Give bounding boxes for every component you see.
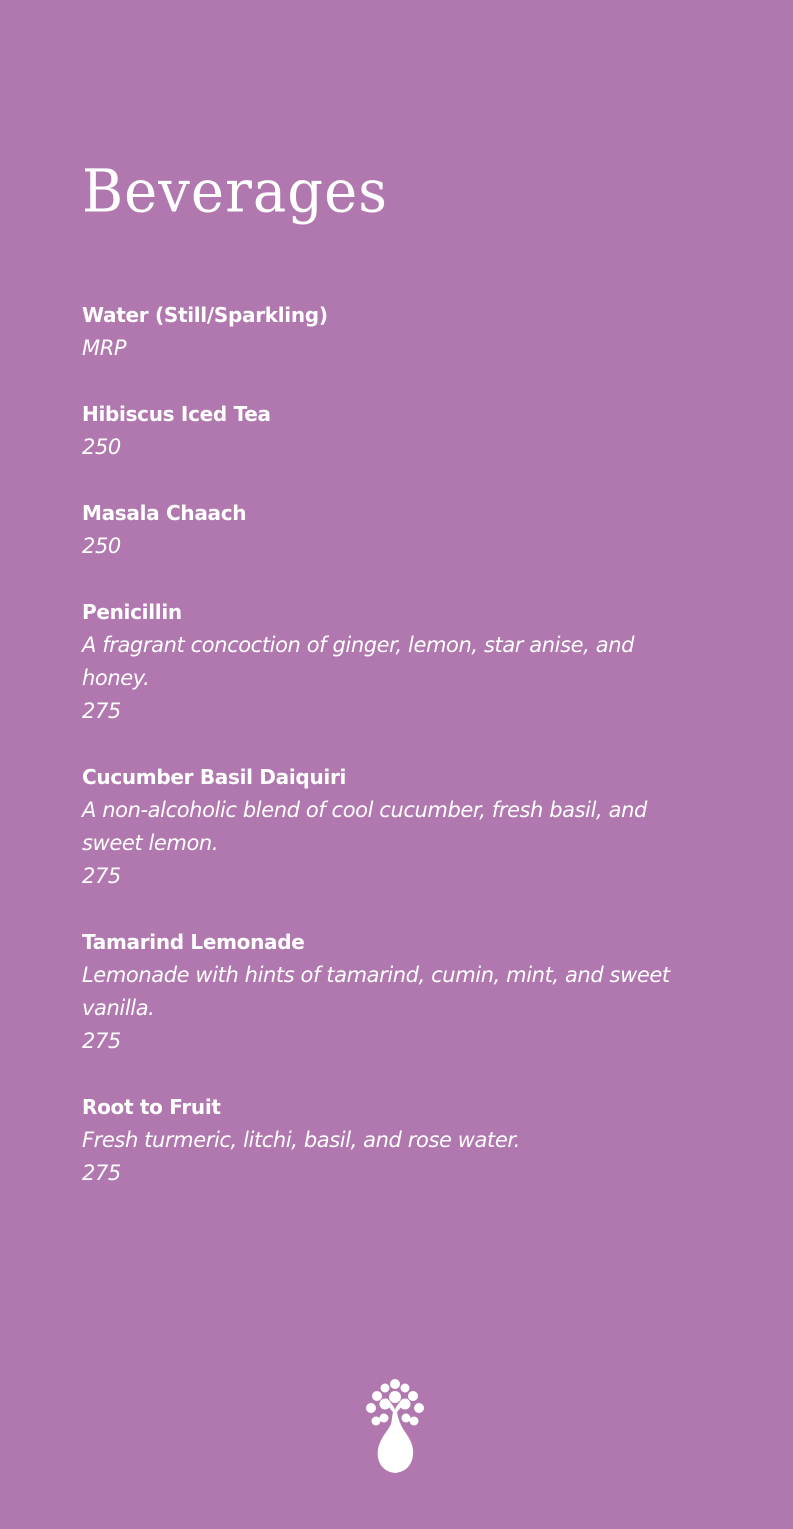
item-description: A non-alcoholic blend of cool cucumber, fresh basil, and sweet lemon. (82, 798, 647, 855)
item-description: Lemonade with hints of tamarind, cumin, mint, and sweet vanilla. (82, 963, 670, 1020)
item-price: 275 (82, 1161, 121, 1185)
item-name: Penicillin (82, 600, 182, 624)
item-name: Cucumber Basil Daiquiri (82, 765, 347, 789)
page-title: Beverages (82, 157, 388, 227)
menu-item (82, 1091, 702, 1190)
item-price: 275 (82, 864, 121, 888)
item-name: Tamarind Lemonade (82, 930, 305, 954)
menu-item (82, 926, 702, 1058)
item-name: Water (Still/Sparkling) (82, 303, 328, 327)
menu-item (82, 761, 702, 893)
menu-item (82, 398, 702, 464)
menu-item (82, 497, 702, 563)
tree-icon (360, 1375, 430, 1475)
item-price: MRP (82, 336, 127, 360)
item-price: 275 (82, 699, 121, 723)
item-name: Hibiscus Iced Tea (82, 402, 271, 426)
item-price: 250 (82, 435, 121, 459)
beverage-list (82, 299, 702, 1223)
item-description: Fresh turmeric, litchi, basil, and rose water. (82, 1128, 520, 1152)
menu-item (82, 596, 702, 728)
menu-item (82, 299, 702, 365)
item-description: A fragrant concoction of ginger, lemon, star anise, and honey. (82, 633, 635, 690)
item-name: Root to Fruit (82, 1095, 221, 1119)
item-name: Masala Chaach (82, 501, 247, 525)
item-price: 250 (82, 534, 121, 558)
item-price: 275 (82, 1029, 121, 1053)
